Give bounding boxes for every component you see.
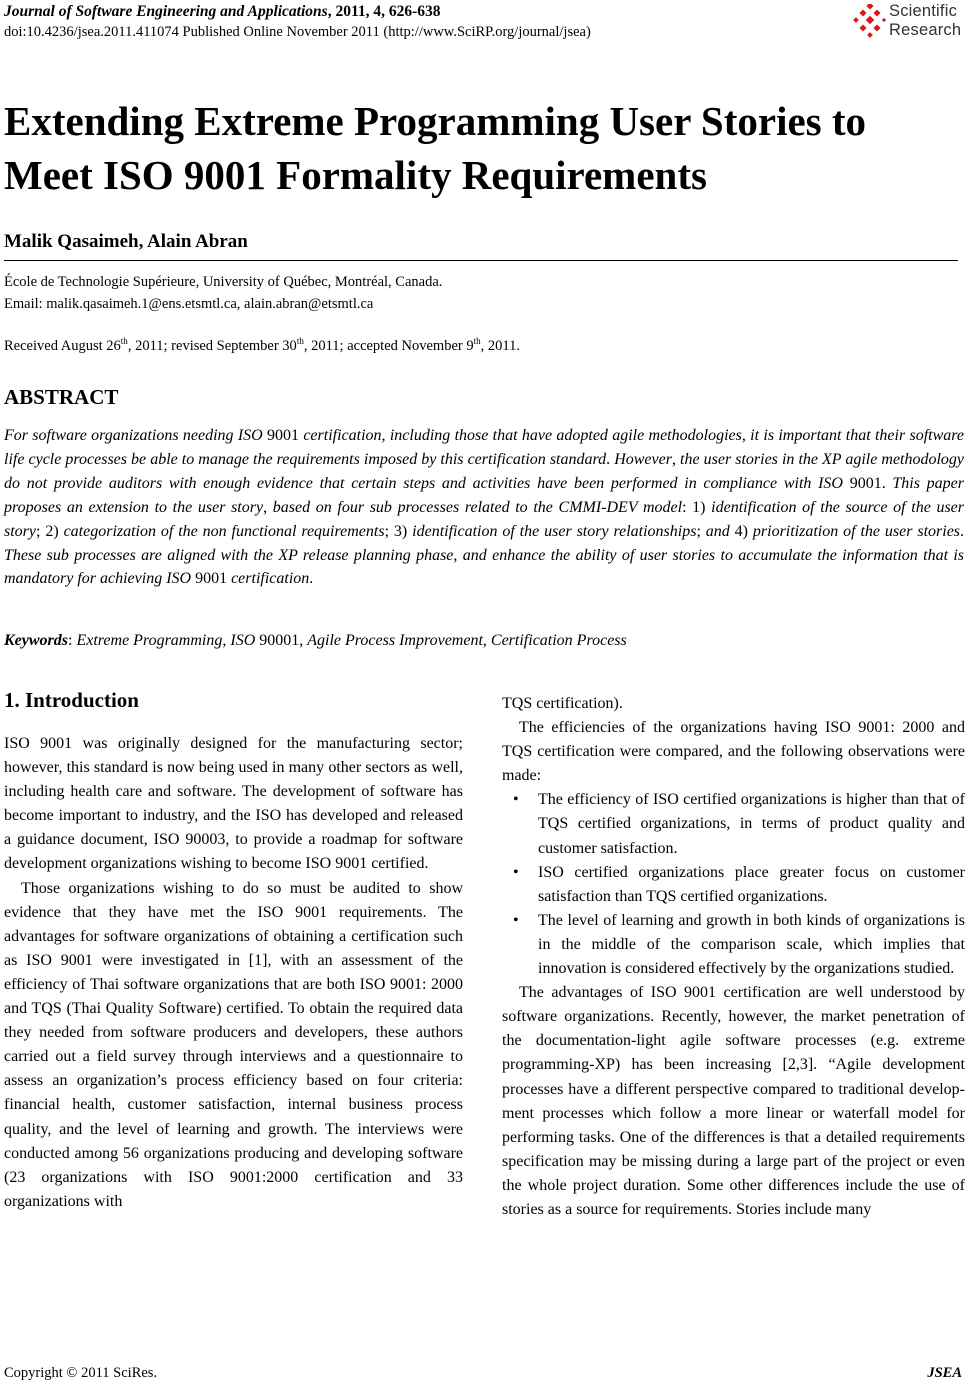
text-run: : <box>68 632 77 649</box>
intro-paragraph-2: Those organizations wishing to do so must be audited to show evidence that they have met the ISO 9001 requirements. The advantages for software organizations of obtaining a certification such as ISO 9001 were investigated in [1], with an assessment of the efficiency of Thai software organizations that are both ISO 9001: 2000 and TQS (Thai Quality Software) certified. To obtain the required data they needed from software producers and developers, these authors carried out a field survey through interviews and a questionnaire to assess an organization’s process efficiency based on four criteria: financial health, customer satisfaction, internal business process quality, and the level of learning and growth. The interviews were conducted among 56 organizations producing and developing software (23 organizations with ISO 9001:2000 certification and 33 organizations with <box>4 879 463 1210</box>
logo-square <box>866 4 873 10</box>
abstract-heading: ABSTRACT <box>4 385 119 409</box>
text-run: Agile Process Improvement <box>307 632 483 649</box>
paper-title: Extending Extreme Programming User Stories to Meet ISO 9001 Formality Requirements <box>4 98 867 198</box>
text-run: prioritization of the user stories <box>752 522 961 540</box>
logo-square <box>873 9 880 16</box>
text-run: 9001. <box>849 474 893 492</box>
text-run: and <box>705 522 735 540</box>
footer-copyright: Copyright © 2011 SciRes. <box>4 1365 158 1381</box>
list-item <box>502 788 965 860</box>
list-item-text: The level of learning and growth in both kinds of organizations is in the middle of the comparison scale, which implies that innovation is considered effectively by the organizations studied. <box>538 911 965 978</box>
text-run: ISO <box>230 632 260 649</box>
observations-list <box>502 788 965 981</box>
intro-paragraph-3: The efficiencies of the organizations having ISO 9001: 2000 and TQS certification were compared, and the following observations were made: <box>502 719 965 785</box>
text-run: . <box>960 522 965 540</box>
abstract-body <box>4 424 964 591</box>
text-run: based on four sub processes related to the CMMI-DEV model <box>272 498 683 516</box>
revised-date-sup: th <box>296 336 304 347</box>
text-run: ; 3) <box>384 522 413 540</box>
logo-square <box>873 24 880 31</box>
left-column <box>4 732 463 1214</box>
received-date-text: Received August 26 <box>4 338 121 354</box>
list-item-text: The efficiency of ISO certified organizations is higher than that of TQS certified organizations, in terms of product quality and customer satisfaction. <box>538 791 965 857</box>
text-run: certification <box>299 427 382 444</box>
accepted-date-sup: th <box>473 336 481 347</box>
right-column <box>502 692 965 1222</box>
logo-square <box>882 18 886 22</box>
logo-square <box>867 32 873 38</box>
text-run: , <box>263 498 273 516</box>
intro-paragraph-2-end: TQS certification). <box>502 695 623 712</box>
author-affiliation: École de Technologie Supérieure, University of Québec, Montréal, Canada. <box>4 274 443 290</box>
text-run: , <box>381 427 390 444</box>
journal-volume: , 2011, 4, 626-638 <box>327 3 441 20</box>
text-run: , <box>222 632 231 649</box>
text-run: However <box>614 450 672 468</box>
bullet-icon: • <box>513 791 519 809</box>
text-run: Certification Process <box>490 632 627 649</box>
text-run: and enhance the ability of user stories to accumulate the information that is mandatory for achieving ISO <box>4 546 965 588</box>
publisher-name-line2: Research <box>889 21 962 39</box>
text-run: certification <box>231 570 310 588</box>
publisher-logo <box>852 2 968 46</box>
keywords-line <box>4 632 627 650</box>
footer-journal-abbrev: JSEA <box>927 1365 962 1381</box>
logo-square <box>859 24 866 31</box>
text-run: These sub processes are aligned with the XP release planning phase <box>4 546 454 564</box>
text-run: , <box>453 546 463 564</box>
publisher-logo-icon <box>852 4 888 40</box>
text-run: 4) <box>734 522 753 540</box>
journal-name: Journal of Software Engineering and Applications <box>4 3 328 20</box>
title-divider <box>4 260 958 261</box>
text-run: identification of the source of the user story <box>4 498 965 540</box>
revised-date-text: , 2011; revised September 30 <box>127 338 297 354</box>
accepted-date-text: , 2011; accepted November 9 <box>303 338 474 354</box>
text-run: Extreme Programming <box>76 632 223 649</box>
author-email: Email: malik.qasaimeh.1@ens.etsmtl.ca, alain.abran@etsmtl.ca <box>4 296 374 312</box>
keywords-label: Keywords <box>4 632 68 649</box>
received-date-sup: th <box>120 336 128 347</box>
logo-square <box>853 17 859 23</box>
text-run: the user stories in the XP agile methodology do not provide auditors with enough evidence that certain steps and activities have been performed in compliance with ISO <box>4 450 965 492</box>
list-item-text: ISO certified organizations place greater focus on customer satisfaction than TQS certified organizations. <box>538 863 965 905</box>
text-run: , <box>741 427 751 444</box>
keywords-list <box>68 632 627 649</box>
list-item <box>502 909 965 981</box>
journal-citation <box>4 3 441 21</box>
accepted-year-text: , 2011. <box>480 338 520 354</box>
publisher-logo-text <box>889 2 961 40</box>
text-run: This paper proposes an extension to the user story <box>4 474 965 516</box>
bullet-icon: • <box>513 863 519 881</box>
text-run: , <box>671 450 681 468</box>
text-run: 90001, <box>259 632 308 649</box>
list-item <box>502 861 965 909</box>
bullet-icon: • <box>513 911 519 929</box>
text-run: : 1) <box>682 498 712 516</box>
text-run: 9001 <box>267 427 300 444</box>
text-run: , <box>482 632 491 649</box>
logo-square <box>866 16 874 24</box>
doi-line: doi:10.4236/jsea.2011.411074 Published Online November 2011 (http://www.SciRP.org/journal/jsea) <box>4 24 591 40</box>
text-run: it is important that their software life cycle processes be able to manage the requirements imposed by this certification standard <box>4 427 965 468</box>
text-run: For software organizations needing ISO <box>4 427 268 444</box>
section-heading-introduction: 1. Introduction <box>4 688 139 712</box>
text-run: 9001 <box>195 570 232 588</box>
paper-authors: Malik Qasaimeh, Alain Abran <box>4 231 248 252</box>
text-run: . <box>309 570 314 588</box>
text-run: . <box>606 450 615 468</box>
publisher-name-line1: Scientific <box>889 2 958 20</box>
text-run: including those that have adopted agile methodologies <box>389 427 742 444</box>
text-run: categorization of the non functional requirements <box>63 522 385 540</box>
logo-square <box>859 9 866 16</box>
text-run: ; <box>696 522 706 540</box>
intro-paragraph-1: ISO 9001 was originally designed for the manufacturing sector; however, this standard is now being used in many other sectors as well, including health care and software. The development of software has become important to industry, and the ISO has developed and released a guidance document, ISO 90003, to provide a roadmap for software development organizations wishing to become ISO 9001 certified. <box>4 735 463 873</box>
text-run: identification of the user story relationships <box>412 522 697 540</box>
intro-paragraph-4: The advantages of ISO 9001 certification are well understood by software organizations. Recently, however, the market penetration of the documentation-light agile software processes (e.g. extreme programming-XP) has been increasing [2,3]. “Agile development processes have a different perspective compared to traditional development processes which follow a more linear or waterfall model for performing tasks. One of the differences is that a detailed requirements specification may be missing during a large part of the project or even the whole project duration. Some other differences include the use of stories as a source for requirements. Stories include many <box>502 984 965 1218</box>
text-run: ; 2) <box>36 522 64 540</box>
received-dates <box>4 338 520 355</box>
